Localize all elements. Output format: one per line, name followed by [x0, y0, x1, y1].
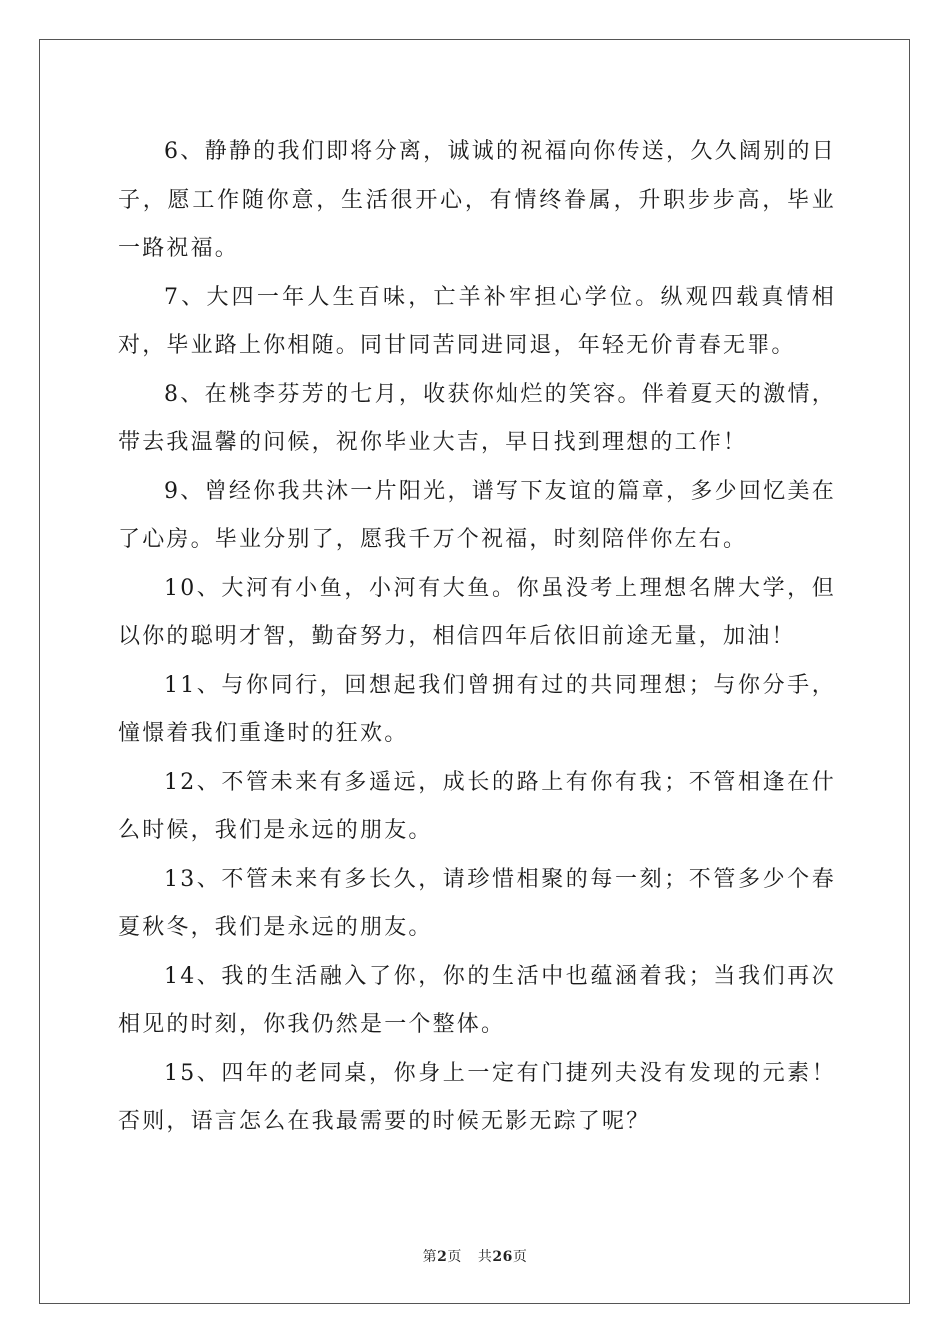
page-prefix: 第	[422, 1249, 438, 1265]
paragraph: 9、曾经你我共沐一片阳光，谱写下友谊的篇章，多少回忆美在了心房。毕业分别了，愿我千万个祝福，时刻陪伴你左右。	[118, 478, 836, 552]
total-suffix: 页	[512, 1249, 528, 1265]
paragraph: 10、大河有小鱼，小河有大鱼。你虽没考上理想名牌大学，但以你的聪明才智，勤奋努力，相信四年后依旧前途无量，加油！	[118, 575, 836, 649]
paragraph: 6、静静的我们即将分离，诚诚的祝福向你传送，久久阔别的日子，愿工作随你意，生活很开心，有情终眷属，升职步步高，毕业一路祝福。	[118, 139, 836, 261]
paragraph: 13、不管未来有多长久，请珍惜相聚的每一刻；不管多少个春夏秋冬，我们是永远的朋友。	[118, 866, 836, 940]
paragraph: 7、大四一年人生百味，亡羊补牢担心学位。纵观四载真情相对，毕业路上你相随。同甘同苦同进同退，年轻无价青春无罪。	[118, 284, 836, 358]
paragraph: 8、在桃李芬芳的七月，收获你灿烂的笑容。伴着夏天的激情，带去我温馨的问候，祝你毕业大吉，早日找到理想的工作！	[118, 381, 836, 455]
total-pages: 26	[492, 1249, 513, 1265]
paragraph: 11、与你同行，回想起我们曾拥有过的共同理想；与你分手，憧憬着我们重逢时的狂欢。	[118, 672, 836, 746]
paragraph: 14、我的生活融入了你，你的生活中也蕴涵着我；当我们再次相见的时刻，你我仍然是一个整体。	[118, 963, 836, 1037]
document-body	[118, 128, 836, 1147]
page-suffix: 页	[447, 1249, 462, 1265]
total-prefix: 共	[477, 1249, 493, 1265]
paragraph: 15、四年的老同桌，你身上一定有门捷列夫没有发现的元素！否则，语言怎么在我最需要的时候无影无踪了呢？	[118, 1060, 836, 1134]
page-number: 2	[437, 1249, 448, 1265]
paragraph: 12、不管未来有多遥远，成长的路上有你有我；不管相逢在什么时候，我们是永远的朋友。	[118, 769, 836, 843]
page-footer	[0, 1246, 950, 1266]
